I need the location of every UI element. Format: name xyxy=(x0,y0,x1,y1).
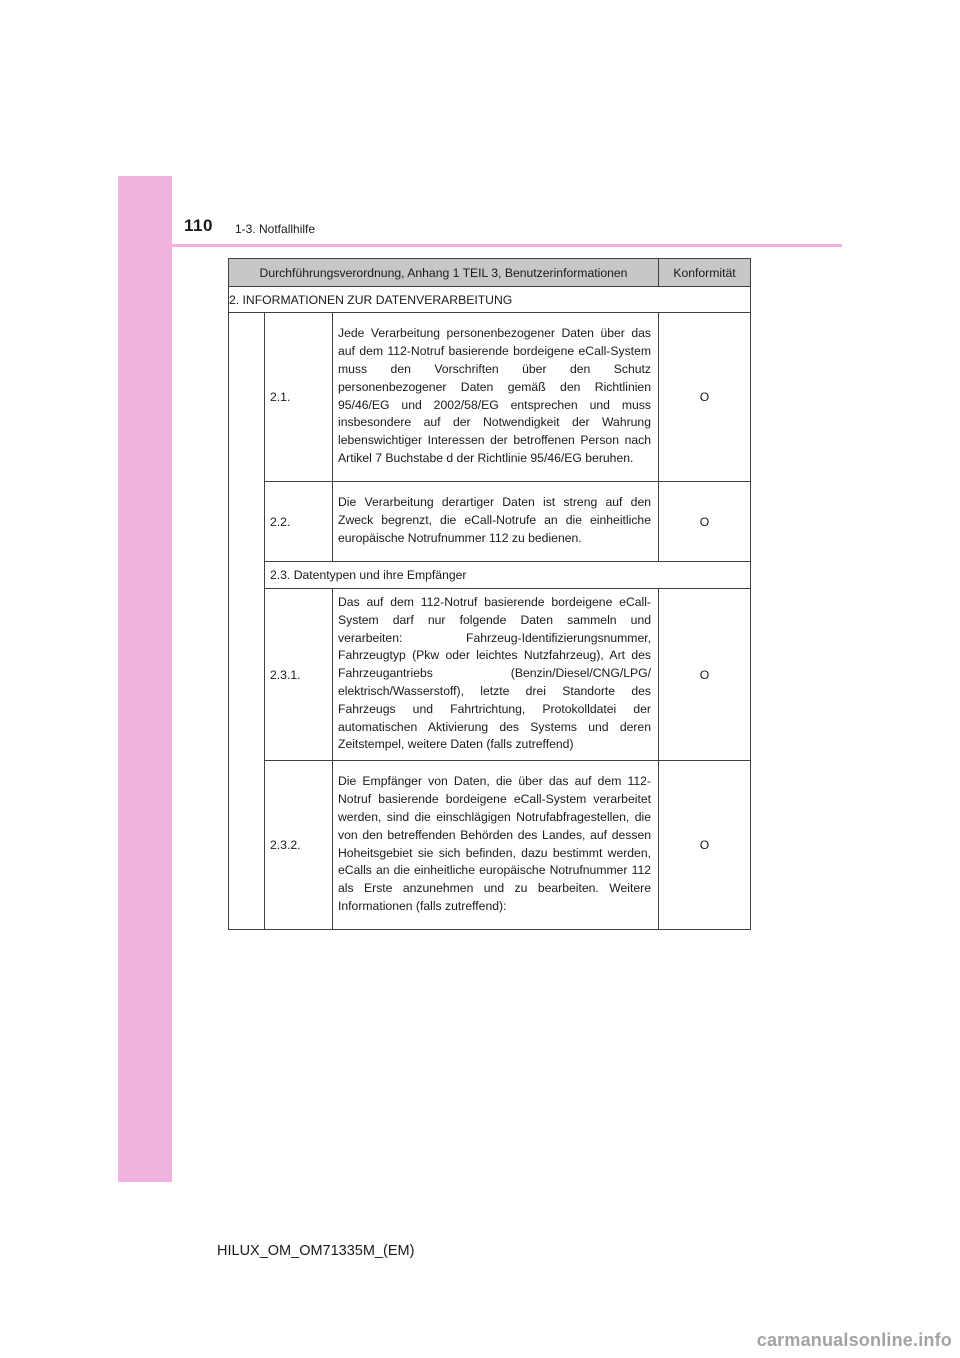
row-conformity: O xyxy=(659,313,751,482)
row-number: 2.2. xyxy=(265,482,333,562)
page-number: 110 xyxy=(184,216,213,235)
table-row xyxy=(229,761,751,930)
indent-spacer-cell xyxy=(229,313,265,930)
row-text: Das auf dem 112-Notruf basierende bordeigene eCall-System darf nur folgende Daten sammeln und verarbeiten: Fahrzeug-Identifizierungsnummer, Fahrzeugtyp (Pkw oder leichtes Nutzfahrzeug), Art des Fahrzeugantriebs (Benzin/Diesel/CNG/LPG/ elektrisch/Wasserstoff), letzte drei Standorte des Fahrzeugs und Fahrtrichtung, Protokolldatei der automatischen Aktivierung des Systems und deren Zeitstempel, weitere Daten (falls zutreffend) xyxy=(333,589,659,761)
side-tab-band xyxy=(118,176,172,1182)
row-text: Jede Verarbeitung personenbezogener Daten über das auf dem 112-Notruf basierende bordeigene eCall-System muss den Vorschriften über den Schutz personenbezogener Daten gemäß den Richtlinien 95/46/EG und 2002/58/EG entsprechen und muss insbesondere auf der Notwendigkeit der Wahrung lebenswichtiger Interessen der betroffenen Person nach Artikel 7 Buchstabe d der Richtlinie 95/46/EG beruhen. xyxy=(333,313,659,482)
column-header-conformity: Konformität xyxy=(659,259,751,287)
section-title: 1-3. Notfallhilfe xyxy=(235,222,316,236)
section-heading-row xyxy=(229,287,751,313)
row-conformity: O xyxy=(659,589,751,761)
subsection-heading: 2.3. Datentypen und ihre Empfänger xyxy=(265,562,751,589)
row-conformity: O xyxy=(659,482,751,562)
section-heading: 2. INFORMATIONEN ZUR DATENVERARBEITUNG xyxy=(229,287,751,313)
header-rule xyxy=(118,244,842,247)
table-row xyxy=(229,482,751,562)
watermark: carmanualsonline.info xyxy=(756,1330,952,1350)
row-text: Die Verarbeitung derartiger Daten ist streng auf den Zweck begrenzt, die eCall-Notrufe an die einheitliche europäische Notrufnummer 112 zu bedienen. xyxy=(333,482,659,562)
column-header-regulation: Durchführungsverordnung, Anhang 1 TEIL 3, Benutzerinformationen xyxy=(229,259,659,287)
table-row xyxy=(229,589,751,761)
table-header-row xyxy=(229,259,751,287)
row-text: Die Empfänger von Daten, die über das auf dem 112-Notruf basierende bordeigene eCall-System verarbeitet werden, sind die einschlägigen Notrufabfragestellen, die von den betreffenden Behörden des Landes, auf dessen Hoheitsgebiet sie sich befinden, dazu bestimmt werden, eCalls an die einheitliche europäische Notrufnummer 112 als Erste anzunehmen und zu bearbeiten. Weitere Informationen (falls zutreffend): xyxy=(333,761,659,930)
document-code: HILUX_OM_OM71335M_(EM) xyxy=(217,1243,415,1259)
table-row xyxy=(229,313,751,482)
conformity-table xyxy=(228,258,751,930)
subsection-heading-row xyxy=(229,562,751,589)
row-conformity: O xyxy=(659,761,751,930)
row-number: 2.1. xyxy=(265,313,333,482)
row-number: 2.3.2. xyxy=(265,761,333,930)
row-number: 2.3.1. xyxy=(265,589,333,761)
